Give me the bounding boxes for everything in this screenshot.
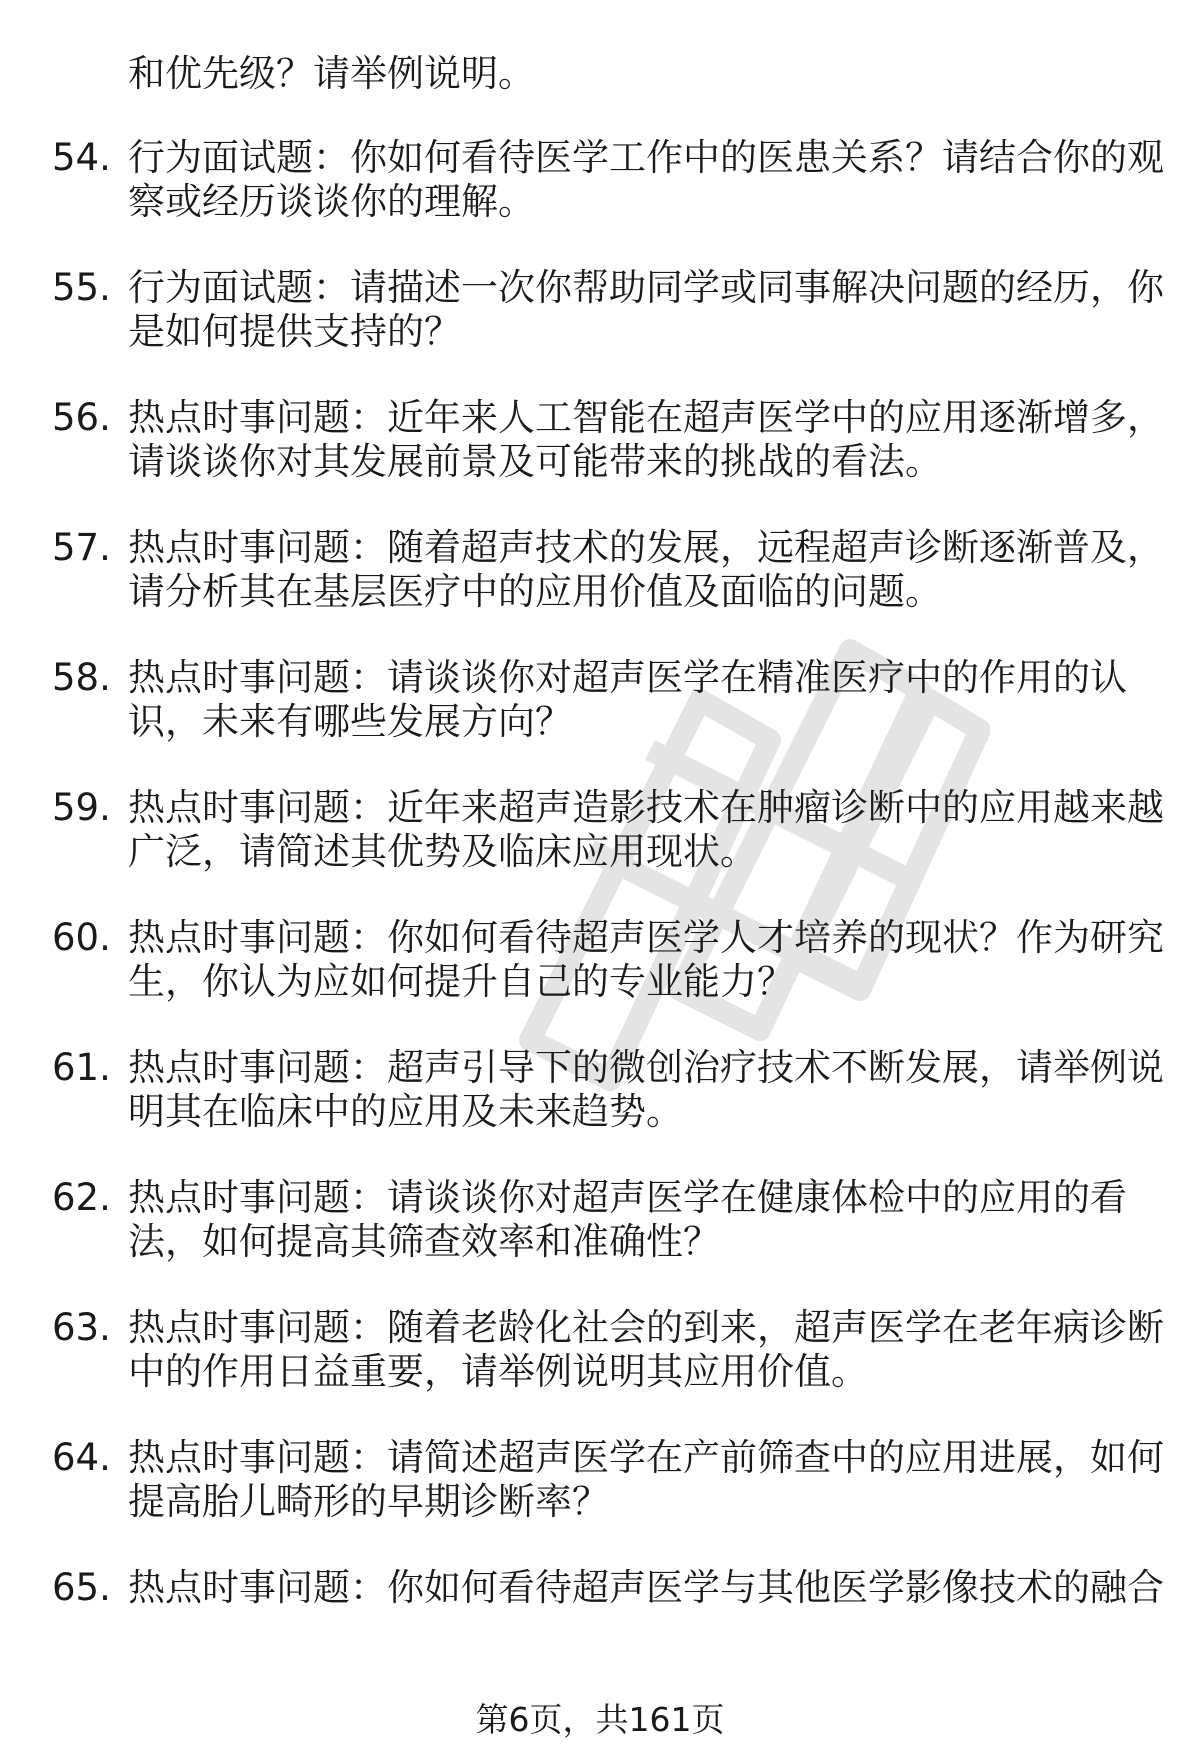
question-line: 热点时事问题：超声引导下的微创治疗技术不断发展，请举例说 xyxy=(128,1046,1164,1089)
question-line: 广泛，请简述其优势及临床应用现状。 xyxy=(128,830,757,873)
question-line: 热点时事问题：随着老龄化社会的到来，超声医学在老年病诊断 xyxy=(128,1306,1164,1349)
question-number: 62. xyxy=(52,1176,111,1219)
question-line: 请分析其在基层医疗中的应用价值及面临的问题。 xyxy=(128,570,942,613)
question-line: 请谈谈你对其发展前景及可能带来的挑战的看法。 xyxy=(128,440,942,483)
question-item xyxy=(0,136,1200,224)
question-number: 59. xyxy=(52,786,111,829)
question-line: 热点时事问题：请简述超声医学在产前筛查中的应用进展，如何 xyxy=(128,1436,1164,1479)
question-line: 行为面试题：请描述一次你帮助同学或同事解决问题的经历，你 xyxy=(128,266,1164,309)
question-number: 64. xyxy=(52,1436,111,1479)
question-line: 识，未来有哪些发展方向？ xyxy=(128,700,572,743)
question-item xyxy=(0,1306,1200,1394)
question-item xyxy=(0,1436,1200,1524)
question-line: 热点时事问题：请谈谈你对超声医学在健康体检中的应用的看 xyxy=(128,1176,1127,1219)
question-item xyxy=(0,266,1200,354)
question-item xyxy=(0,1566,1200,1610)
question-line: 热点时事问题：近年来超声造影技术在肿瘤诊断中的应用越来越 xyxy=(128,786,1164,829)
question-line: 是如何提供支持的？ xyxy=(128,310,461,353)
question-number: 63. xyxy=(52,1306,111,1349)
question-number: 60. xyxy=(52,916,111,959)
question-number: 55. xyxy=(52,266,111,309)
question-line: 热点时事问题：请谈谈你对超声医学在精准医疗中的作用的认 xyxy=(128,656,1127,699)
question-line: 热点时事问题：你如何看待超声医学与其他医学影像技术的融合 xyxy=(128,1566,1164,1609)
question-number: 54. xyxy=(52,136,111,179)
question-line: 中的作用日益重要，请举例说明其应用价值。 xyxy=(128,1350,868,1393)
question-item xyxy=(0,396,1200,484)
question-list xyxy=(0,52,1200,1610)
question-item xyxy=(0,916,1200,1004)
question-line: 明其在临床中的应用及未来趋势。 xyxy=(128,1090,683,1133)
question-number: 58. xyxy=(52,656,111,699)
question-item xyxy=(0,1176,1200,1264)
page-footer: 第6页，共161页 xyxy=(475,1700,725,1739)
question-number: 57. xyxy=(52,526,111,569)
question-number: 56. xyxy=(52,396,111,439)
question-number: 61. xyxy=(52,1046,111,1089)
question-line: 热点时事问题：近年来人工智能在超声医学中的应用逐渐增多， xyxy=(128,396,1164,439)
question-item xyxy=(0,786,1200,874)
question-line: 法，如何提高其筛查效率和准确性？ xyxy=(128,1220,720,1263)
continued-line: 和优先级？请举例说明。 xyxy=(128,52,535,95)
question-line: 行为面试题：你如何看待医学工作中的医患关系？请结合你的观 xyxy=(128,136,1164,179)
question-line: 生，你认为应如何提升自己的专业能力？ xyxy=(128,960,794,1003)
question-line: 提高胎儿畸形的早期诊断率？ xyxy=(128,1480,609,1523)
question-line: 察或经历谈谈你的理解。 xyxy=(128,180,535,223)
question-item xyxy=(0,656,1200,744)
question-item xyxy=(0,1046,1200,1134)
question-line: 热点时事问题：随着超声技术的发展，远程超声诊断逐渐普及， xyxy=(128,526,1164,569)
question-number: 65. xyxy=(52,1566,111,1609)
question-item xyxy=(0,526,1200,614)
question-line: 热点时事问题：你如何看待超声医学人才培养的现状？作为研究 xyxy=(128,916,1164,959)
